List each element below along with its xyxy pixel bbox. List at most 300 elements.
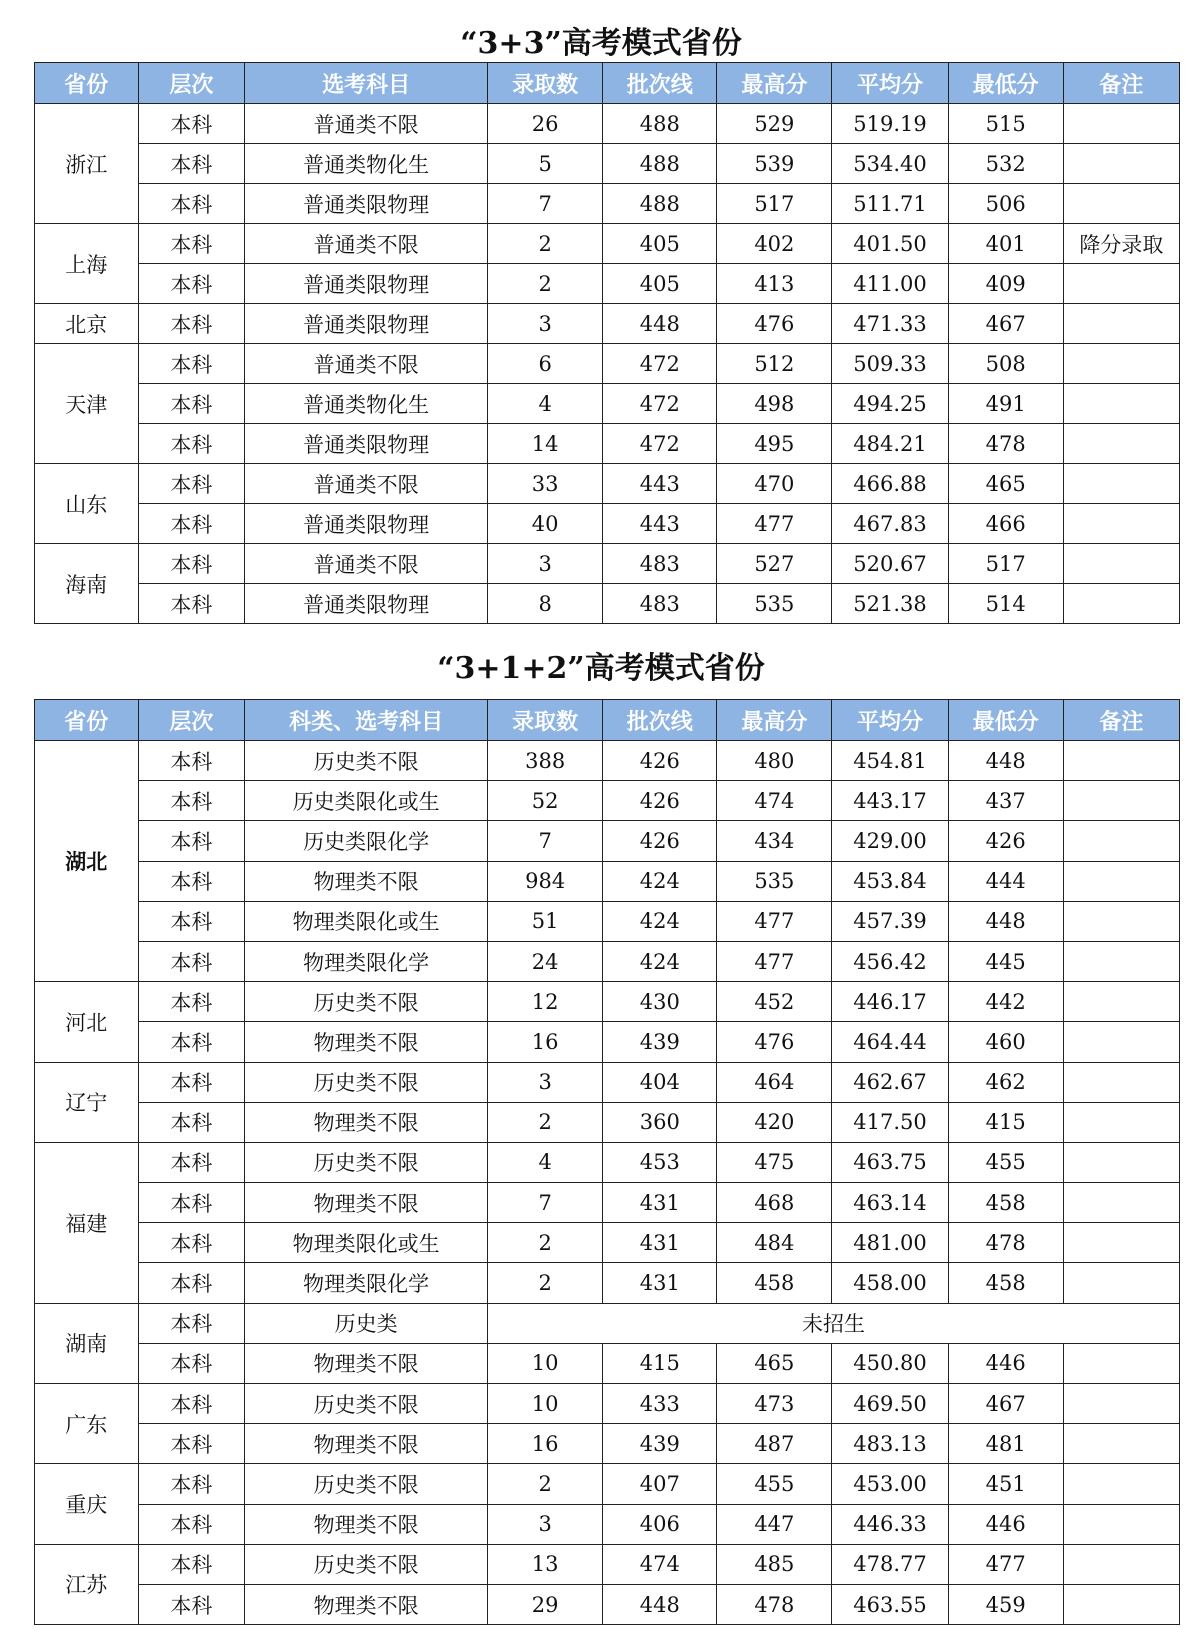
- table-cell: 478: [948, 424, 1063, 464]
- table-cell: 475: [717, 1142, 832, 1182]
- table-cell: 434: [717, 821, 832, 861]
- table-cell: 483: [603, 544, 717, 584]
- column-header: 平均分: [832, 63, 948, 104]
- table-cell: 424: [603, 901, 717, 941]
- section-1-title: “3+3”高考模式省份: [460, 26, 742, 61]
- table-row: [35, 1142, 1180, 1182]
- table-cell: 484: [717, 1223, 832, 1263]
- table-cell: 462.67: [832, 1062, 948, 1102]
- table-cell: 424: [603, 861, 717, 901]
- table-cell: 539: [717, 144, 832, 184]
- table-cell: 物理类限化或生: [245, 1223, 488, 1263]
- section-2-title: “3+1+2”高考模式省份: [437, 651, 765, 686]
- column-header: 录取数: [488, 63, 603, 104]
- table-cell: 534.40: [832, 144, 948, 184]
- table-cell: 448: [603, 304, 717, 344]
- table-cell: [1063, 1183, 1179, 1223]
- column-header: 录取数: [488, 700, 603, 741]
- table-cell: 52: [488, 781, 603, 821]
- table-cell: 467.83: [832, 504, 948, 544]
- table-row: [35, 1424, 1180, 1464]
- table-cell: 458: [717, 1263, 832, 1303]
- table-cell: [1063, 982, 1179, 1022]
- table-cell: 527: [717, 544, 832, 584]
- table-cell: 本科: [138, 982, 245, 1022]
- table-cell: 普通类限物理: [245, 584, 488, 624]
- table-cell: [1063, 304, 1179, 344]
- table-row: [35, 384, 1180, 424]
- province-cell: 上海: [35, 224, 139, 304]
- table-row: [35, 584, 1180, 624]
- table-cell: [1063, 424, 1179, 464]
- column-header: 最低分: [948, 700, 1063, 741]
- table-cell: 3: [488, 1062, 603, 1102]
- column-header: 备注: [1063, 700, 1179, 741]
- table-cell: 407: [603, 1464, 717, 1504]
- table-cell: 415: [603, 1343, 717, 1383]
- table-cell: 26: [488, 104, 603, 144]
- table-cell: [1063, 344, 1179, 384]
- column-header: 层次: [138, 700, 245, 741]
- table-row: [35, 1504, 1180, 1544]
- table-cell: 物理类不限: [245, 1424, 488, 1464]
- table-cell: [1063, 861, 1179, 901]
- table-cell: 446.17: [832, 982, 948, 1022]
- table-cell: 本科: [138, 741, 245, 781]
- table-cell: 532: [948, 144, 1063, 184]
- table-cell: 物理类不限: [245, 1504, 488, 1544]
- column-header: 批次线: [603, 700, 717, 741]
- table-cell: 7: [488, 184, 603, 224]
- table-cell: 普通类限物理: [245, 184, 488, 224]
- table-cell: 481.00: [832, 1223, 948, 1263]
- table-cell: 本科: [138, 264, 245, 304]
- column-header: 科类、选考科目: [245, 700, 488, 741]
- table-cell: [1063, 584, 1179, 624]
- table-cell: 506: [948, 184, 1063, 224]
- table-cell: [1063, 1464, 1179, 1504]
- table-row: [35, 184, 1180, 224]
- table-cell: 477: [717, 901, 832, 941]
- table-row: [35, 1584, 1180, 1624]
- table-cell: [1063, 144, 1179, 184]
- table-cell: 535: [717, 584, 832, 624]
- table-3plus3: [34, 62, 1180, 624]
- table-cell: 2: [488, 1263, 603, 1303]
- province-cell: 北京: [35, 304, 139, 344]
- table-cell: 488: [603, 184, 717, 224]
- table-cell: 464: [717, 1062, 832, 1102]
- table-cell: 485: [717, 1544, 832, 1584]
- table-cell: 本科: [138, 1303, 245, 1343]
- table-cell: 29: [488, 1584, 603, 1624]
- table-cell: 495: [717, 424, 832, 464]
- province-cell: 河北: [35, 982, 139, 1062]
- table-row: [35, 304, 1180, 344]
- table-cell: 417.50: [832, 1102, 948, 1142]
- table-cell: 本科: [138, 544, 245, 584]
- table-cell: 40: [488, 504, 603, 544]
- table-cell: 33: [488, 464, 603, 504]
- table-cell: 7: [488, 821, 603, 861]
- table-cell: 本科: [138, 1384, 245, 1424]
- table-cell: [1063, 464, 1179, 504]
- table-cell: [1063, 1062, 1179, 1102]
- table-cell: 24: [488, 941, 603, 981]
- table-cell: 普通类不限: [245, 104, 488, 144]
- table-cell: 442: [948, 982, 1063, 1022]
- table-cell: 413: [717, 264, 832, 304]
- table-cell: 本科: [138, 1062, 245, 1102]
- table-cell: 普通类不限: [245, 464, 488, 504]
- table-cell: 469.50: [832, 1384, 948, 1424]
- table-cell: 478: [948, 1223, 1063, 1263]
- table-cell: 478.77: [832, 1544, 948, 1584]
- table-cell: 430: [603, 982, 717, 1022]
- table-cell: 历史类不限: [245, 982, 488, 1022]
- table-cell: 472: [603, 384, 717, 424]
- table-cell: 12: [488, 982, 603, 1022]
- table-cell: 物理类限化学: [245, 1263, 488, 1303]
- table-cell: 429.00: [832, 821, 948, 861]
- table-cell: 3: [488, 1504, 603, 1544]
- table-cell: 4: [488, 1142, 603, 1182]
- table-cell: 本科: [138, 1142, 245, 1182]
- table-header-row: [35, 63, 1180, 104]
- table-cell: 448: [948, 901, 1063, 941]
- table-cell: 404: [603, 1062, 717, 1102]
- table-cell: 物理类不限: [245, 1584, 488, 1624]
- table-cell: 477: [717, 504, 832, 544]
- table-cell: [1063, 1584, 1179, 1624]
- table-cell: 本科: [138, 144, 245, 184]
- table-cell: 467: [948, 1384, 1063, 1424]
- table-cell: 509.33: [832, 344, 948, 384]
- table-cell: 443: [603, 504, 717, 544]
- table-cell: 本科: [138, 304, 245, 344]
- table-cell: 物理类限化或生: [245, 901, 488, 941]
- table-cell: 本科: [138, 1022, 245, 1062]
- table-cell: 402: [717, 224, 832, 264]
- table-cell: 3: [488, 544, 603, 584]
- table-cell: 3: [488, 304, 603, 344]
- table-cell: [1063, 821, 1179, 861]
- table-cell: 普通类限物理: [245, 264, 488, 304]
- table-cell: 物理类不限: [245, 1022, 488, 1062]
- table-cell: 本科: [138, 1102, 245, 1142]
- table-cell: 历史类不限: [245, 741, 488, 781]
- table-cell: 普通类限物理: [245, 424, 488, 464]
- table-cell: 历史类: [245, 1303, 488, 1343]
- table-cell: 历史类不限: [245, 1062, 488, 1102]
- province-cell: 湖南: [35, 1303, 139, 1383]
- table-cell: 484.21: [832, 424, 948, 464]
- table-cell: 普通类限物理: [245, 504, 488, 544]
- table-cell: 465: [948, 464, 1063, 504]
- table-cell: 453.00: [832, 1464, 948, 1504]
- table-cell: 388: [488, 741, 603, 781]
- province-cell: 江苏: [35, 1544, 139, 1624]
- table-cell: 529: [717, 104, 832, 144]
- table-cell: [1063, 1142, 1179, 1182]
- table-cell: [1063, 1424, 1179, 1464]
- table-row: [35, 1022, 1180, 1062]
- table-cell: 444: [948, 861, 1063, 901]
- province-cell: 广东: [35, 1384, 139, 1464]
- table-cell: 488: [603, 104, 717, 144]
- table-cell: 512: [717, 344, 832, 384]
- table-cell: 521.38: [832, 584, 948, 624]
- table-cell: 16: [488, 1424, 603, 1464]
- table-cell: 468: [717, 1183, 832, 1223]
- table-row: [35, 344, 1180, 384]
- table-cell: 本科: [138, 1183, 245, 1223]
- table-cell: 488: [603, 144, 717, 184]
- table-cell: 447: [717, 1504, 832, 1544]
- table-cell: 472: [603, 344, 717, 384]
- table-cell: 473: [717, 1384, 832, 1424]
- table-cell: 本科: [138, 104, 245, 144]
- table-cell: 51: [488, 901, 603, 941]
- table-cell: 7: [488, 1183, 603, 1223]
- table-cell: 455: [717, 1464, 832, 1504]
- table-3plus1plus2: [34, 699, 1180, 1625]
- table-cell: 455: [948, 1142, 1063, 1182]
- table-cell: 8: [488, 584, 603, 624]
- province-cell: 海南: [35, 544, 139, 624]
- table-cell: [1063, 1022, 1179, 1062]
- table-cell: 520.67: [832, 544, 948, 584]
- table-row: [35, 741, 1180, 781]
- table-cell: 本科: [138, 464, 245, 504]
- table-cell: 2: [488, 1223, 603, 1263]
- table-cell: 498: [717, 384, 832, 424]
- column-header: 省份: [35, 63, 139, 104]
- table-row: [35, 464, 1180, 504]
- table-cell: 474: [603, 1544, 717, 1584]
- table-cell: 13: [488, 1544, 603, 1584]
- table-cell: 467: [948, 304, 1063, 344]
- table-cell: 2: [488, 264, 603, 304]
- table-cell: 本科: [138, 384, 245, 424]
- table-cell: 本科: [138, 1584, 245, 1624]
- table-row: [35, 941, 1180, 981]
- table-cell: 本科: [138, 1424, 245, 1464]
- table-cell: 439: [603, 1424, 717, 1464]
- table-cell: 508: [948, 344, 1063, 384]
- table-cell: 10: [488, 1384, 603, 1424]
- table-cell: 465: [717, 1343, 832, 1383]
- table-cell: 458: [948, 1263, 1063, 1303]
- table-cell: 476: [717, 1022, 832, 1062]
- table-cell: 14: [488, 424, 603, 464]
- table-cell: 历史类不限: [245, 1544, 488, 1584]
- table-cell: 471.33: [832, 304, 948, 344]
- table-cell: 本科: [138, 184, 245, 224]
- column-header: 选考科目: [245, 63, 488, 104]
- table-header-row: [35, 700, 1180, 741]
- table-row: [35, 821, 1180, 861]
- table-cell: 474: [717, 781, 832, 821]
- table-cell: 446: [948, 1504, 1063, 1544]
- table-row: [35, 144, 1180, 184]
- column-header: 批次线: [603, 63, 717, 104]
- table-cell: 16: [488, 1022, 603, 1062]
- table-cell: 454.81: [832, 741, 948, 781]
- table-cell: 本科: [138, 861, 245, 901]
- column-header: 备注: [1063, 63, 1179, 104]
- table-cell: 459: [948, 1584, 1063, 1624]
- table-cell: 466: [948, 504, 1063, 544]
- province-cell: 山东: [35, 464, 139, 544]
- table-cell: 458.00: [832, 1263, 948, 1303]
- table-cell: 437: [948, 781, 1063, 821]
- table-cell: 476: [717, 304, 832, 344]
- table-cell: 406: [603, 1504, 717, 1544]
- table-row: [35, 104, 1180, 144]
- column-header: 最高分: [717, 63, 832, 104]
- table-cell: [1063, 1544, 1179, 1584]
- table-cell: 462: [948, 1062, 1063, 1102]
- table-cell: 443: [603, 464, 717, 504]
- table-cell: 普通类物化生: [245, 144, 488, 184]
- table-cell: [1063, 941, 1179, 981]
- table-cell: 本科: [138, 504, 245, 544]
- table-cell: 降分录取: [1063, 224, 1179, 264]
- table-cell: 452: [717, 982, 832, 1022]
- table-cell: [1063, 1384, 1179, 1424]
- table-cell: [1063, 1504, 1179, 1544]
- table-row: [35, 1384, 1180, 1424]
- table-cell: 445: [948, 941, 1063, 981]
- table-row: [35, 424, 1180, 464]
- table-cell: 494.25: [832, 384, 948, 424]
- table-row: [35, 1062, 1180, 1102]
- table-row: [35, 1544, 1180, 1584]
- table-cell: 本科: [138, 424, 245, 464]
- table-cell: 2: [488, 224, 603, 264]
- table-cell: 本科: [138, 584, 245, 624]
- table-cell: 463.75: [832, 1142, 948, 1182]
- table-cell: 426: [948, 821, 1063, 861]
- table-cell: 448: [948, 741, 1063, 781]
- province-cell: 天津: [35, 344, 139, 464]
- table-cell: 普通类不限: [245, 544, 488, 584]
- table-cell: [1063, 741, 1179, 781]
- table-cell: 普通类不限: [245, 224, 488, 264]
- table-cell: 448: [603, 1584, 717, 1624]
- table-cell: [1063, 1263, 1179, 1303]
- table-row: [35, 1303, 1180, 1343]
- table-cell: 478: [717, 1584, 832, 1624]
- table-cell: 415: [948, 1102, 1063, 1142]
- table-row: [35, 264, 1180, 304]
- table-row: [35, 224, 1180, 264]
- table-cell: 535: [717, 861, 832, 901]
- table-cell: 411.00: [832, 264, 948, 304]
- table-cell: [1063, 264, 1179, 304]
- column-header: 层次: [138, 63, 245, 104]
- province-cell: 辽宁: [35, 1062, 139, 1142]
- province-cell: 湖北: [35, 741, 139, 982]
- table-cell: 431: [603, 1263, 717, 1303]
- table-row: [35, 781, 1180, 821]
- table-cell: 本科: [138, 1464, 245, 1504]
- table-cell: 物理类不限: [245, 1183, 488, 1223]
- table-cell: 本科: [138, 1223, 245, 1263]
- table-cell: 409: [948, 264, 1063, 304]
- table-cell: 历史类不限: [245, 1142, 488, 1182]
- table-cell: 本科: [138, 941, 245, 981]
- table-cell: 515: [948, 104, 1063, 144]
- province-cell: 浙江: [35, 104, 139, 224]
- table-cell: 477: [717, 941, 832, 981]
- table-cell: 458: [948, 1183, 1063, 1223]
- table-row: [35, 1263, 1180, 1303]
- table-cell: 401: [948, 224, 1063, 264]
- table-cell: 984: [488, 861, 603, 901]
- table-cell: 439: [603, 1022, 717, 1062]
- table-cell: 2: [488, 1464, 603, 1504]
- table-row: [35, 544, 1180, 584]
- table-cell: [1063, 544, 1179, 584]
- table-cell: 514: [948, 584, 1063, 624]
- table-cell: [1063, 104, 1179, 144]
- table-cell: 360: [603, 1102, 717, 1142]
- table-cell: 466.88: [832, 464, 948, 504]
- table-row: [35, 504, 1180, 544]
- table-cell: 480: [717, 741, 832, 781]
- table-cell: 446.33: [832, 1504, 948, 1544]
- table-cell: 443.17: [832, 781, 948, 821]
- merged-note-cell: 未招生: [488, 1303, 1180, 1343]
- table-cell: [1063, 1102, 1179, 1142]
- table-cell: 本科: [138, 781, 245, 821]
- table-cell: 472: [603, 424, 717, 464]
- table-cell: 物理类不限: [245, 1102, 488, 1142]
- table-cell: 453: [603, 1142, 717, 1182]
- table-row: [35, 1183, 1180, 1223]
- table-cell: 519.19: [832, 104, 948, 144]
- table-cell: 450.80: [832, 1343, 948, 1383]
- table-cell: 511.71: [832, 184, 948, 224]
- table-cell: 517: [948, 544, 1063, 584]
- table-cell: 420: [717, 1102, 832, 1142]
- column-header: 省份: [35, 700, 139, 741]
- table-cell: 487: [717, 1424, 832, 1464]
- table-cell: [1063, 781, 1179, 821]
- table-cell: 10: [488, 1343, 603, 1383]
- table-cell: 456.42: [832, 941, 948, 981]
- table-cell: 本科: [138, 224, 245, 264]
- table-cell: 426: [603, 821, 717, 861]
- table-cell: 本科: [138, 1343, 245, 1383]
- table-cell: 物理类不限: [245, 1343, 488, 1383]
- table-cell: 481: [948, 1424, 1063, 1464]
- table-cell: 本科: [138, 1504, 245, 1544]
- table-cell: 历史类限化学: [245, 821, 488, 861]
- column-header: 最高分: [717, 700, 832, 741]
- table-cell: 426: [603, 781, 717, 821]
- table-cell: [1063, 504, 1179, 544]
- table-cell: 本科: [138, 821, 245, 861]
- table-cell: [1063, 901, 1179, 941]
- table-cell: 401.50: [832, 224, 948, 264]
- table-cell: 历史类不限: [245, 1384, 488, 1424]
- table-cell: 483.13: [832, 1424, 948, 1464]
- table-cell: 5: [488, 144, 603, 184]
- table-cell: 453.84: [832, 861, 948, 901]
